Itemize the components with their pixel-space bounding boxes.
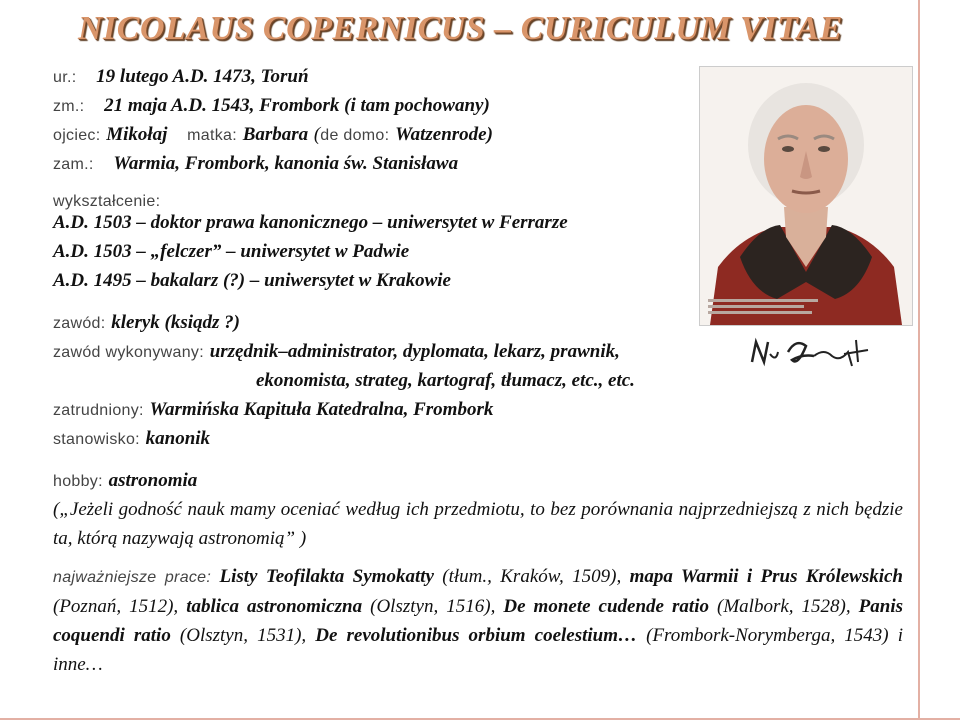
hobby-value: astronomia	[108, 470, 198, 491]
slide-frame-right	[918, 0, 920, 720]
born-label: ur.:	[53, 69, 77, 86]
died-row	[53, 95, 490, 117]
works-label: najważniejsze prace:	[53, 569, 212, 586]
died-value: 21 maja A.D. 1543, Frombork (i tam pochowany)	[104, 95, 490, 116]
practiced-line2: ekonomista, strateg, kartograf, tłumacz, etc., etc.	[256, 370, 635, 391]
practiced-line1: urzędnik–administrator, dyplomata, lekarz, prawnik,	[209, 341, 620, 362]
education-item: A.D. 1495 – bakalarz (?) – uniwersytet w Krakowie	[53, 270, 451, 291]
position-value: kanonik	[145, 428, 211, 449]
work-title: Panis coquendi ratio	[53, 596, 904, 646]
practiced-label: zawód wykonywany:	[53, 344, 204, 361]
employer-label: zatrudniony:	[53, 402, 144, 419]
employer-value: Warmińska Kapituła Katedralna, Frombork	[149, 399, 494, 420]
page-title: NICOLAUS COPERNICUS – CURICULUM VITAE	[78, 10, 843, 47]
died-label: zm.:	[53, 98, 85, 115]
mother-value: Barbara	[242, 124, 309, 145]
profession-row	[53, 312, 240, 334]
born-row	[53, 66, 309, 88]
residence-value: Warmia, Frombork, kanonia św. Stanisława	[113, 153, 459, 174]
hobby-label: hobby:	[53, 473, 103, 490]
work-info: (Poznań, 1512),	[53, 596, 187, 617]
work-info: (Olsztyn, 1516),	[362, 596, 504, 617]
maiden-value: Watzenrode)	[395, 124, 493, 145]
father-label: ojciec:	[53, 127, 101, 144]
education-label: wykształcenie:	[53, 193, 161, 210]
work-title: De revolutionibus orbium coelestium…	[315, 625, 638, 646]
practiced-row	[53, 341, 620, 363]
portrait-reconstruction-image	[699, 66, 913, 326]
education-label-row	[53, 190, 160, 211]
work-info: (Olsztyn, 1531),	[170, 625, 316, 646]
works-paragraph	[53, 562, 903, 679]
father-value: Mikołaj	[106, 124, 168, 145]
astronomy-quote: („Jeżeli godność nauk mamy oceniać według ich przedmiotu, to bez porównania najprzedniejszą z nich będzie ta, którą nazywają astronomią” )	[53, 499, 903, 549]
position-row	[53, 428, 210, 450]
work-info: (Frombork-Norymberga, 1543) i inne…	[53, 625, 903, 675]
position-label: stanowisko:	[53, 431, 140, 448]
work-info: (tłum., Kraków, 1509),	[433, 566, 630, 587]
work-title: Listy Teofilakta Symokatty	[219, 566, 434, 587]
maiden-open: (	[313, 124, 321, 145]
work-title: De monete cudende ratio	[503, 596, 709, 617]
parents-row	[53, 124, 493, 146]
mother-label: matka:	[187, 127, 237, 144]
profession-value: kleryk (ksiądz ?)	[111, 312, 240, 333]
maiden-label: de domo:	[320, 127, 390, 144]
work-info: (Malbork, 1528),	[708, 596, 859, 617]
residence-row	[53, 153, 458, 175]
education-item: A.D. 1503 – „felczer” – uniwersytet w Padwie	[53, 241, 410, 262]
practiced-line2-row	[256, 370, 635, 392]
employer-row	[53, 399, 493, 421]
profession-label: zawód:	[53, 315, 106, 332]
signature-image	[748, 332, 873, 374]
hobby-row	[53, 470, 197, 492]
work-title: tablica astronomiczna	[186, 596, 363, 617]
born-value: 19 lutego A.D. 1473, Toruń	[96, 66, 309, 87]
education-item: A.D. 1503 – doktor prawa kanonicznego – uniwersytet w Ferrarze	[53, 212, 568, 233]
work-title: mapa Warmii i Prus Królewskich	[629, 566, 904, 587]
residence-label: zam.:	[53, 156, 94, 173]
